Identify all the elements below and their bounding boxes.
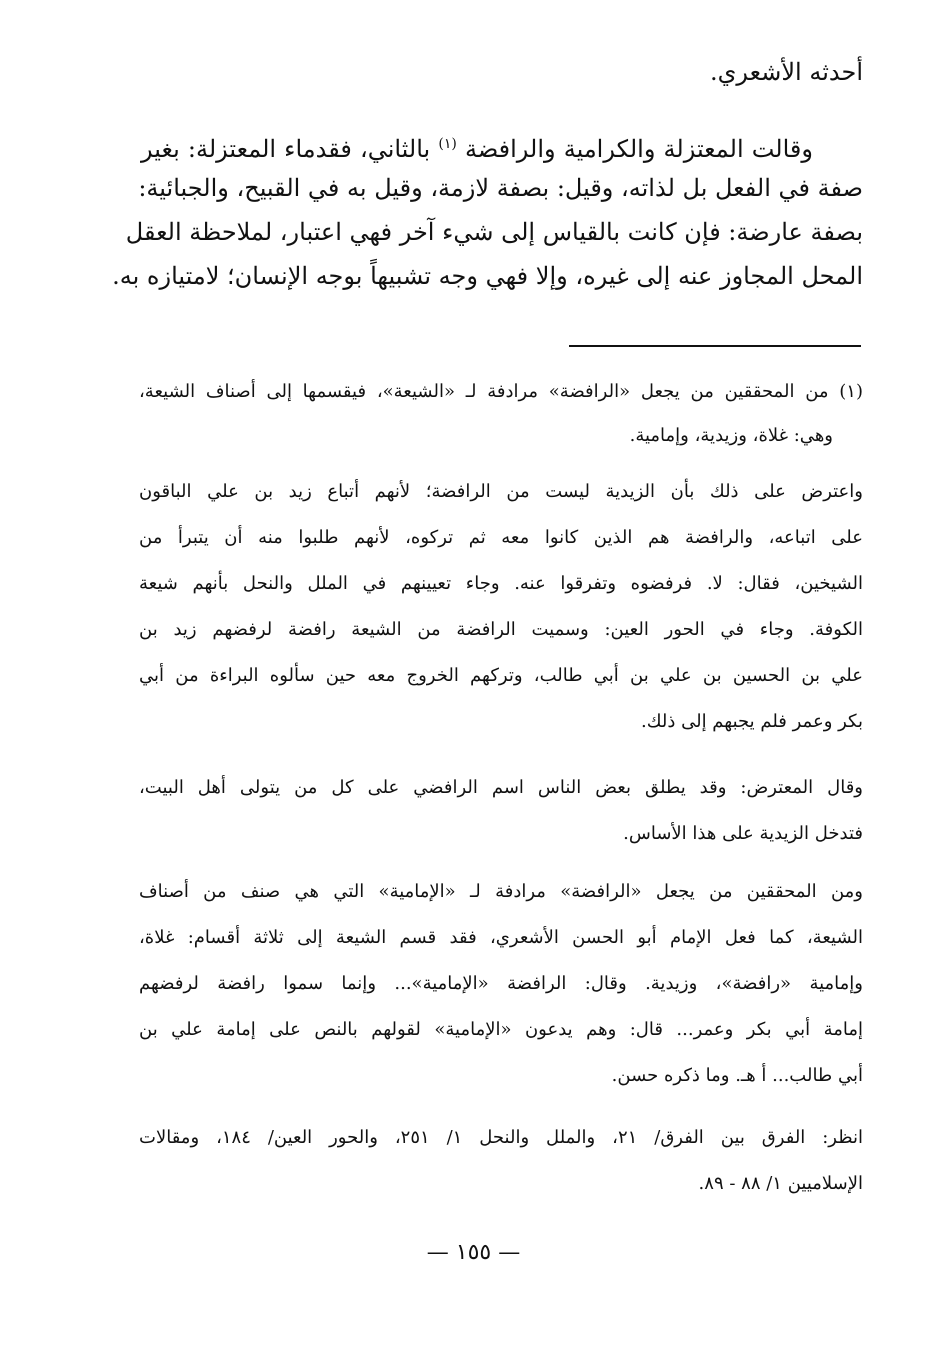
footnote-line-1: (١) من المحققين من يجعل «الرافضة» مرادفة لـ «الشيعة»، فيقسمها إلى أصناف الشيعة، xyxy=(139,381,863,402)
footnote-line-16: انظر: الفرق بين الفرق/ ٢١، والملل والنحل ١/ ٢٥١، والحور العين/ ١٨٤، ومقالات xyxy=(139,1127,863,1148)
paragraph-line-2: صفة في الفعل بل لذاته، وقيل: بصفة لازمة، وقيل به في القبيح، والجبائية: xyxy=(138,174,863,202)
footnote-line-4: على اتباعه، والرافضة هم الذين كانوا معه ثم تركوه، لأنهم طلبوا منه أن يتبرأ من xyxy=(139,527,863,548)
footnote-line-8: بكر وعمر فلم يجبهم إلى ذلك. xyxy=(640,711,863,732)
paragraph-line-1-end: بالثاني، فقدماء المعتزلة: بغير xyxy=(141,135,431,163)
footnote-line-13: وإمامية «رافضة»، وزيدية. وقال: الرافضة «الإمامية»... وإنما سموا رافضة لرفضهم xyxy=(139,973,863,994)
page-number: — ١٥٥ — xyxy=(426,1240,521,1265)
footnote-line-9: وقال المعترض: وقد يطلق بعض الناس اسم الرافضي على كل من يتولى أهل البيت، xyxy=(139,777,863,798)
footnote-line-11: ومن المحققين من يجعل «الرافضة» مرادفة لـ «الإمامية» التي هي صنف من أصناف xyxy=(139,881,863,902)
footnote-line-7: علي بن الحسين بن علي بن أبي طالب، وتركهم الخروج معه حين سألوه البراءة من أبي xyxy=(139,665,863,686)
footnote-line-14: إمامة أبي بكر وعمر... قال: وهم يدعون «الإمامية» لقولهم بالنص على إمامة علي بن xyxy=(139,1019,864,1040)
paragraph-line-3: بصفة عارضة: فإن كانت بالقياس إلى شيء آخر فهي اعتبار، لملاحظة العقل xyxy=(125,218,863,246)
footnote-line-5: الشيخين، فقال: لا. فرفضوه وتفرقوا عنه. وجاء تعيينهم في الملل والنحل بأنهم شيعة xyxy=(139,573,863,594)
footnote-line-2: وهي: غلاة، وزيدية، وإمامية. xyxy=(629,425,833,446)
paragraph-line-4: المحل المجاوز عنه إلى غيره، وإلا فهي وجه تشبيهاً بوجه الإنسان؛ لامتيازه به. xyxy=(112,262,863,290)
footnote-line-10: فتدخل الزيدية على هذا الأساس. xyxy=(623,823,863,844)
footnote-line-17: الإسلاميين ١/ ٨٨ - ٨٩. xyxy=(698,1173,863,1194)
footnote-marker: (١) xyxy=(438,136,457,152)
top-line: أحدثه الأشعري. xyxy=(710,58,863,86)
footnote-line-12: الشيعة، كما فعل الإمام أبو الحسن الأشعري، فقد قسم الشيعة إلى ثلاثة أقسام: غلاة، xyxy=(139,927,863,948)
footnote-line-15: أبي طالب... أ هـ. وما ذكره حسن. xyxy=(611,1065,863,1086)
footnote-line-6: الكوفة. وجاء في الحور العين: وسميت الرافضة من الشيعة رافضة لرفضهم زيد بن xyxy=(139,619,863,640)
footnote-line-3: واعترض على ذلك بأن الزيدية ليست من الرافضة؛ لأنهم أتباع زيد بن علي الباقون xyxy=(139,481,863,502)
footnote-divider xyxy=(569,345,861,347)
paragraph-line-1-start: وقالت المعتزلة والكرامية والرافضة xyxy=(464,135,813,163)
paragraph-line-1 xyxy=(141,124,813,169)
